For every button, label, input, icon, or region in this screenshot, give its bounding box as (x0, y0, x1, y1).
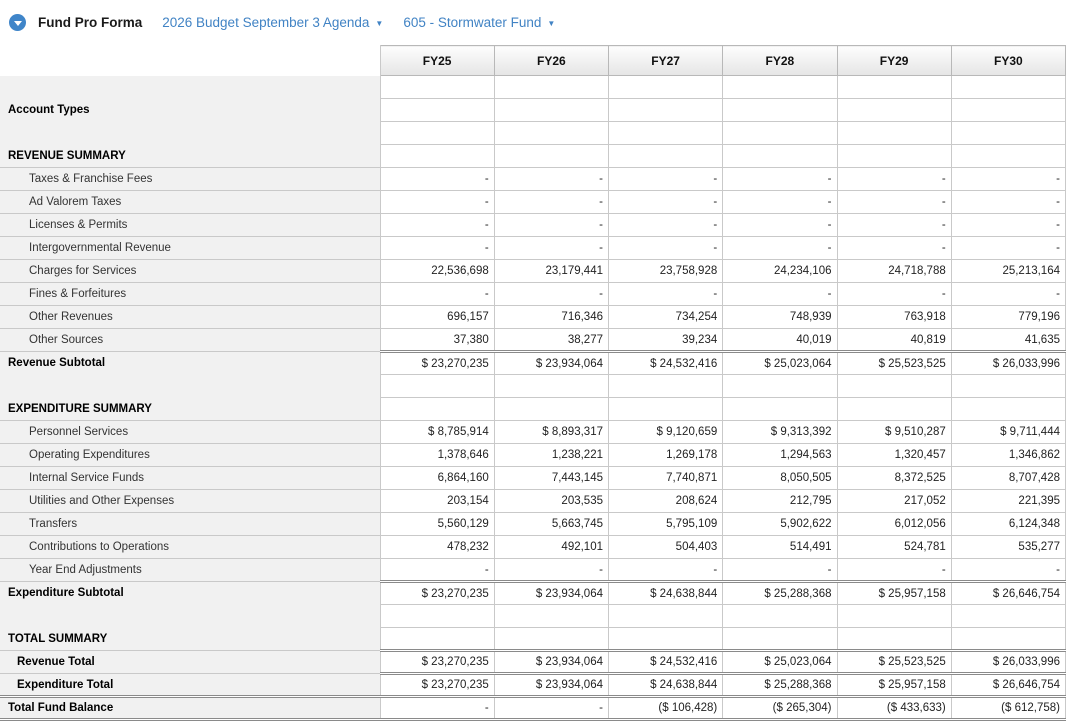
value-cell-fy30: - (951, 559, 1065, 582)
value-cell-fy26 (494, 145, 608, 168)
value-cell-fy26: $ 23,934,064 (494, 582, 608, 605)
value-cell-fy30: 1,346,862 (951, 444, 1065, 467)
row-label: Revenue Total (0, 651, 380, 674)
value-cell-fy28 (723, 145, 837, 168)
corner-header-cell (0, 46, 380, 76)
row-internal-service-funds (0, 467, 1066, 490)
value-cell-fy29: $ 9,510,287 (837, 421, 951, 444)
value-cell-fy28: 40,019 (723, 329, 837, 352)
value-cell-fy25: - (380, 214, 494, 237)
row-taxes-franchise-fees (0, 168, 1066, 191)
value-cell-fy27: 5,795,109 (609, 513, 723, 536)
row-label: Ad Valorem Taxes (0, 191, 380, 214)
value-cell-fy28: 8,050,505 (723, 467, 837, 490)
value-cell-fy29: - (837, 283, 951, 306)
value-cell-fy25: 37,380 (380, 329, 494, 352)
value-cell-fy29 (837, 145, 951, 168)
value-cell-fy29: - (837, 237, 951, 260)
row-label: Utilities and Other Expenses (0, 490, 380, 513)
row-contributions-to-operations (0, 536, 1066, 559)
page-title: Fund Pro Forma (38, 15, 143, 30)
row-label: Contributions to Operations (0, 536, 380, 559)
budget-version-dropdown[interactable] (162, 15, 383, 30)
value-cell-fy27 (609, 628, 723, 651)
value-cell-fy30: 8,707,428 (951, 467, 1065, 490)
value-cell-fy26: - (494, 283, 608, 306)
row-label: Taxes & Franchise Fees (0, 168, 380, 191)
value-cell-fy29: $ 25,957,158 (837, 582, 951, 605)
value-cell-fy30: $ 26,646,754 (951, 674, 1065, 697)
value-cell-fy25: 22,536,698 (380, 260, 494, 283)
value-cell-fy25: 5,560,129 (380, 513, 494, 536)
column-header-fy27: FY27 (609, 46, 723, 76)
value-cell-fy27 (609, 122, 723, 145)
value-cell-fy28: $ 25,288,368 (723, 674, 837, 697)
value-cell-fy29 (837, 375, 951, 398)
value-cell-fy29: - (837, 191, 951, 214)
value-cell-fy25: $ 23,270,235 (380, 651, 494, 674)
row-label: Expenditure Subtotal (0, 582, 380, 605)
value-cell-fy29: 40,819 (837, 329, 951, 352)
column-header-fy25: FY25 (380, 46, 494, 76)
value-cell-fy30 (951, 76, 1065, 99)
value-cell-fy27: ($ 106,428) (609, 697, 723, 720)
value-cell-fy27: - (609, 283, 723, 306)
row-label: Intergovernmental Revenue (0, 237, 380, 260)
value-cell-fy28: $ 25,288,368 (723, 582, 837, 605)
value-cell-fy26: 203,535 (494, 490, 608, 513)
value-cell-fy30: - (951, 283, 1065, 306)
value-cell-fy28: 514,491 (723, 536, 837, 559)
value-cell-fy25: $ 8,785,914 (380, 421, 494, 444)
value-cell-fy27: 23,758,928 (609, 260, 723, 283)
value-cell-fy28: $ 9,313,392 (723, 421, 837, 444)
row-licenses-permits (0, 214, 1066, 237)
value-cell-fy29: $ 25,957,158 (837, 674, 951, 697)
value-cell-fy27: 7,740,871 (609, 467, 723, 490)
value-cell-fy30: 779,196 (951, 306, 1065, 329)
spacer-row (0, 375, 1066, 398)
column-header-fy29: FY29 (837, 46, 951, 76)
value-cell-fy25: 203,154 (380, 490, 494, 513)
value-cell-fy30 (951, 99, 1065, 122)
value-cell-fy29: 8,372,525 (837, 467, 951, 490)
value-cell-fy25 (380, 375, 494, 398)
row-other-sources (0, 329, 1066, 352)
value-cell-fy25: 6,864,160 (380, 467, 494, 490)
row-label: Transfers (0, 513, 380, 536)
row-revenue-total (0, 651, 1066, 674)
value-cell-fy27: - (609, 214, 723, 237)
caret-down-icon: ▼ (375, 19, 384, 28)
value-cell-fy28 (723, 628, 837, 651)
value-cell-fy26: - (494, 559, 608, 582)
value-cell-fy28: 1,294,563 (723, 444, 837, 467)
value-cell-fy25 (380, 76, 494, 99)
value-cell-fy28: 5,902,622 (723, 513, 837, 536)
row-label: Operating Expenditures (0, 444, 380, 467)
value-cell-fy27: $ 24,532,416 (609, 651, 723, 674)
value-cell-fy27: - (609, 559, 723, 582)
value-cell-fy29: ($ 433,633) (837, 697, 951, 720)
spacer-row (0, 605, 1066, 628)
value-cell-fy25: - (380, 191, 494, 214)
value-cell-fy29 (837, 628, 951, 651)
row-charges-for-services (0, 260, 1066, 283)
value-cell-fy25 (380, 628, 494, 651)
value-cell-fy25: - (380, 697, 494, 720)
value-cell-fy27 (609, 375, 723, 398)
value-cell-fy30: 6,124,348 (951, 513, 1065, 536)
fund-dropdown-value: 605 - Stormwater Fund (403, 15, 542, 30)
row-label: Fines & Forfeitures (0, 283, 380, 306)
value-cell-fy29: 763,918 (837, 306, 951, 329)
value-cell-fy28: $ 25,023,064 (723, 651, 837, 674)
value-cell-fy28 (723, 122, 837, 145)
value-cell-fy25: 1,378,646 (380, 444, 494, 467)
row-transfers (0, 513, 1066, 536)
value-cell-fy30: - (951, 191, 1065, 214)
value-cell-fy26: 492,101 (494, 536, 608, 559)
value-cell-fy30: 535,277 (951, 536, 1065, 559)
value-cell-fy30 (951, 145, 1065, 168)
value-cell-fy25 (380, 398, 494, 421)
row-label: Expenditure Total (0, 674, 380, 697)
value-cell-fy29: 1,320,457 (837, 444, 951, 467)
row-operating-expenditures (0, 444, 1066, 467)
value-cell-fy30: $ 26,646,754 (951, 582, 1065, 605)
value-cell-fy26: - (494, 214, 608, 237)
row-label: Other Revenues (0, 306, 380, 329)
value-cell-fy26: $ 23,934,064 (494, 352, 608, 375)
value-cell-fy29 (837, 605, 951, 628)
caret-down-icon: ▼ (547, 19, 556, 28)
value-cell-fy26 (494, 605, 608, 628)
value-cell-fy26: 5,663,745 (494, 513, 608, 536)
value-cell-fy30 (951, 628, 1065, 651)
value-cell-fy27 (609, 76, 723, 99)
value-cell-fy28: - (723, 168, 837, 191)
value-cell-fy29 (837, 122, 951, 145)
value-cell-fy30: 41,635 (951, 329, 1065, 352)
row-expenditure-total (0, 674, 1066, 697)
value-cell-fy29: 524,781 (837, 536, 951, 559)
row-label: EXPENDITURE SUMMARY (0, 398, 380, 421)
value-cell-fy30: 25,213,164 (951, 260, 1065, 283)
row-label: Year End Adjustments (0, 559, 380, 582)
page-header (0, 0, 1066, 45)
row-other-revenues (0, 306, 1066, 329)
row-label (0, 122, 380, 145)
value-cell-fy30 (951, 605, 1065, 628)
column-header-row (0, 46, 1066, 76)
row-personnel-services (0, 421, 1066, 444)
column-header-fy26: FY26 (494, 46, 608, 76)
value-cell-fy25: - (380, 168, 494, 191)
row-utilities-and-other-expenses (0, 490, 1066, 513)
value-cell-fy29 (837, 76, 951, 99)
value-cell-fy27: 208,624 (609, 490, 723, 513)
value-cell-fy25: - (380, 237, 494, 260)
chevron-down-icon (14, 21, 22, 26)
value-cell-fy25: $ 23,270,235 (380, 352, 494, 375)
value-cell-fy30: ($ 612,758) (951, 697, 1065, 720)
row-expenditure-subtotal (0, 582, 1066, 605)
value-cell-fy27: 504,403 (609, 536, 723, 559)
value-cell-fy30: $ 26,033,996 (951, 651, 1065, 674)
value-cell-fy25: 696,157 (380, 306, 494, 329)
value-cell-fy26: $ 23,934,064 (494, 674, 608, 697)
value-cell-fy25 (380, 99, 494, 122)
value-cell-fy28 (723, 76, 837, 99)
fund-dropdown[interactable] (403, 15, 555, 30)
value-cell-fy26: 1,238,221 (494, 444, 608, 467)
value-cell-fy28: - (723, 191, 837, 214)
value-cell-fy25 (380, 122, 494, 145)
value-cell-fy27: 734,254 (609, 306, 723, 329)
row-label (0, 605, 380, 628)
value-cell-fy28: 748,939 (723, 306, 837, 329)
value-cell-fy27: 39,234 (609, 329, 723, 352)
value-cell-fy30 (951, 122, 1065, 145)
value-cell-fy28: - (723, 559, 837, 582)
value-cell-fy29: 24,718,788 (837, 260, 951, 283)
value-cell-fy26: - (494, 191, 608, 214)
value-cell-fy27: - (609, 168, 723, 191)
value-cell-fy30: 221,395 (951, 490, 1065, 513)
row-revenue-summary (0, 145, 1066, 168)
value-cell-fy30 (951, 375, 1065, 398)
budget-version-dropdown-value: 2026 Budget September 3 Agenda (162, 15, 370, 30)
row-label: Internal Service Funds (0, 467, 380, 490)
value-cell-fy28 (723, 375, 837, 398)
value-cell-fy28 (723, 99, 837, 122)
value-cell-fy25 (380, 605, 494, 628)
value-cell-fy28: - (723, 214, 837, 237)
row-label (0, 76, 380, 99)
row-total-fund-balance (0, 697, 1066, 720)
row-label: TOTAL SUMMARY (0, 628, 380, 651)
row-label: REVENUE SUMMARY (0, 145, 380, 168)
row-label: Licenses & Permits (0, 214, 380, 237)
value-cell-fy26 (494, 76, 608, 99)
row-label: Personnel Services (0, 421, 380, 444)
value-cell-fy28: 24,234,106 (723, 260, 837, 283)
table-body (0, 76, 1066, 720)
value-cell-fy26 (494, 99, 608, 122)
value-cell-fy30: - (951, 214, 1065, 237)
value-cell-fy26: $ 8,893,317 (494, 421, 608, 444)
value-cell-fy28: - (723, 283, 837, 306)
value-cell-fy27: $ 24,638,844 (609, 674, 723, 697)
row-intergovernmental-revenue (0, 237, 1066, 260)
value-cell-fy29: $ 25,523,525 (837, 651, 951, 674)
value-cell-fy26: $ 23,934,064 (494, 651, 608, 674)
value-cell-fy27 (609, 99, 723, 122)
value-cell-fy25 (380, 145, 494, 168)
value-cell-fy26: 7,443,145 (494, 467, 608, 490)
value-cell-fy26: - (494, 168, 608, 191)
value-cell-fy29 (837, 398, 951, 421)
value-cell-fy26: - (494, 237, 608, 260)
value-cell-fy25: $ 23,270,235 (380, 674, 494, 697)
collapse-chevron-icon[interactable] (9, 14, 26, 31)
row-revenue-subtotal (0, 352, 1066, 375)
value-cell-fy28: ($ 265,304) (723, 697, 837, 720)
value-cell-fy28: 212,795 (723, 490, 837, 513)
column-header-fy30: FY30 (951, 46, 1065, 76)
value-cell-fy25: $ 23,270,235 (380, 582, 494, 605)
row-total-summary (0, 628, 1066, 651)
value-cell-fy29: 217,052 (837, 490, 951, 513)
value-cell-fy27: $ 9,120,659 (609, 421, 723, 444)
value-cell-fy26: 38,277 (494, 329, 608, 352)
row-label (0, 375, 380, 398)
value-cell-fy30: $ 26,033,996 (951, 352, 1065, 375)
row-label: Account Types (0, 99, 380, 122)
row-label: Charges for Services (0, 260, 380, 283)
value-cell-fy29 (837, 99, 951, 122)
value-cell-fy28: $ 25,023,064 (723, 352, 837, 375)
column-header-fy28: FY28 (723, 46, 837, 76)
value-cell-fy29: 6,012,056 (837, 513, 951, 536)
value-cell-fy26 (494, 375, 608, 398)
value-cell-fy25: 478,232 (380, 536, 494, 559)
value-cell-fy29: - (837, 168, 951, 191)
value-cell-fy27 (609, 605, 723, 628)
row-label: Other Sources (0, 329, 380, 352)
value-cell-fy26: - (494, 697, 608, 720)
row-expenditure-summary (0, 398, 1066, 421)
value-cell-fy26: 716,346 (494, 306, 608, 329)
row-fines-forfeitures (0, 283, 1066, 306)
spacer-row (0, 76, 1066, 99)
row-label: Total Fund Balance (0, 697, 380, 720)
value-cell-fy30: - (951, 168, 1065, 191)
row-ad-valorem-taxes (0, 191, 1066, 214)
value-cell-fy26 (494, 398, 608, 421)
value-cell-fy27: - (609, 191, 723, 214)
value-cell-fy30 (951, 398, 1065, 421)
value-cell-fy29: $ 25,523,525 (837, 352, 951, 375)
value-cell-fy27 (609, 398, 723, 421)
value-cell-fy29: - (837, 214, 951, 237)
fund-pro-forma-table (0, 45, 1066, 721)
value-cell-fy28 (723, 605, 837, 628)
value-cell-fy26 (494, 122, 608, 145)
value-cell-fy27: 1,269,178 (609, 444, 723, 467)
value-cell-fy25: - (380, 283, 494, 306)
row-label: Revenue Subtotal (0, 352, 380, 375)
value-cell-fy28: - (723, 237, 837, 260)
value-cell-fy26 (494, 628, 608, 651)
value-cell-fy30: $ 9,711,444 (951, 421, 1065, 444)
value-cell-fy27: - (609, 237, 723, 260)
value-cell-fy29: - (837, 559, 951, 582)
value-cell-fy27 (609, 145, 723, 168)
value-cell-fy30: - (951, 237, 1065, 260)
spacer-row (0, 122, 1066, 145)
row-year-end-adjustments (0, 559, 1066, 582)
value-cell-fy27: $ 24,532,416 (609, 352, 723, 375)
value-cell-fy26: 23,179,441 (494, 260, 608, 283)
row-account-types (0, 99, 1066, 122)
value-cell-fy25: - (380, 559, 494, 582)
value-cell-fy28 (723, 398, 837, 421)
value-cell-fy27: $ 24,638,844 (609, 582, 723, 605)
